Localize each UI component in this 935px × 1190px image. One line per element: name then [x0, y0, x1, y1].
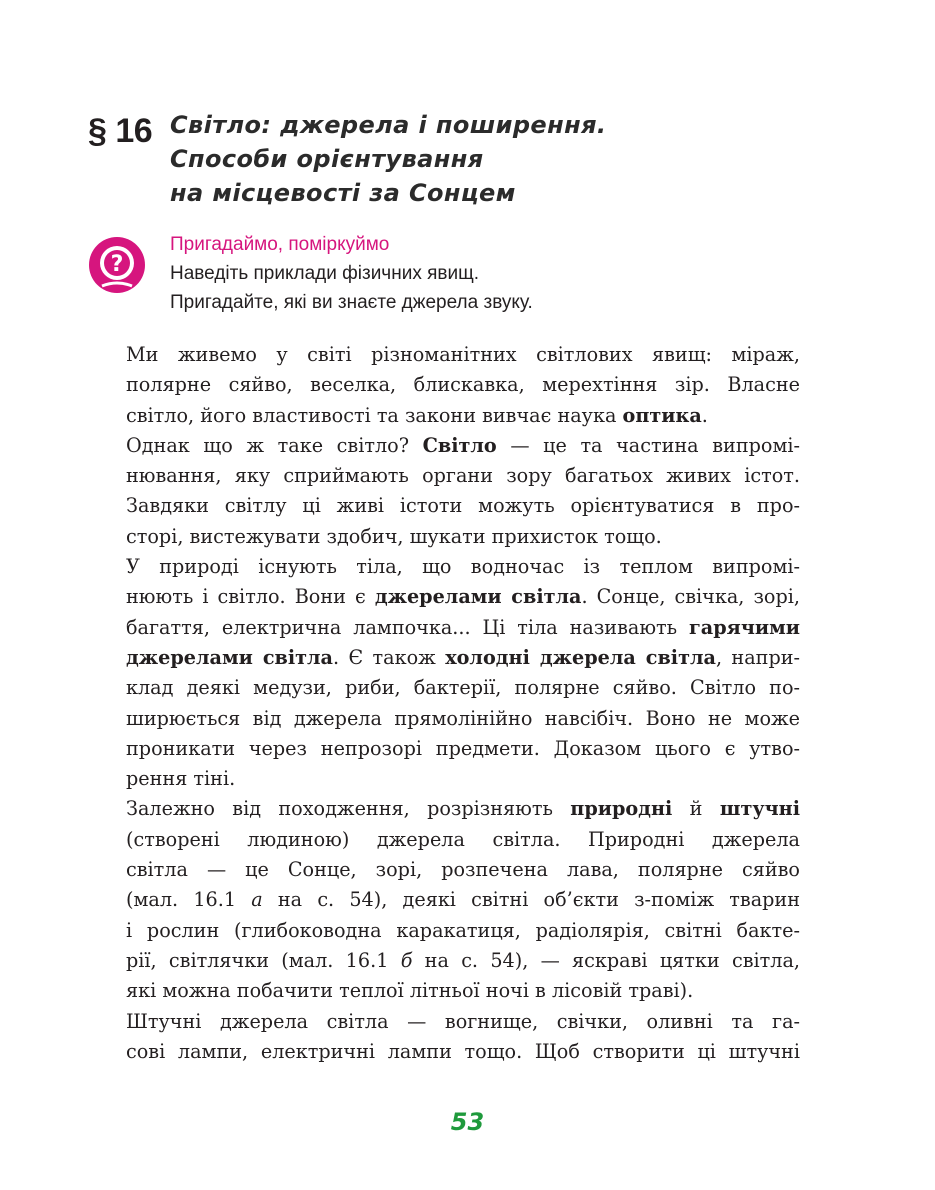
text-run: . Сонце, свічка, зорі,: [581, 585, 800, 609]
paragraph: [88, 794, 800, 1006]
paragraph: [88, 431, 800, 552]
text-run: . Є також: [332, 645, 446, 669]
text-line: [88, 825, 800, 855]
bold-term: Світло: [422, 433, 497, 457]
text-run: нювання, яку сприймають органи зору багатьох живих істот.: [126, 464, 800, 488]
bold-term: гарячими: [689, 615, 800, 639]
text-run: сторі, вистежувати здобич, шукати прихисток тощо.: [126, 524, 662, 548]
text-run: (мал. 16.1: [126, 888, 252, 912]
svg-text:?: ?: [110, 252, 124, 277]
paragraph: [88, 552, 800, 794]
text-line: [88, 522, 800, 552]
text-run: світло, його властивості та закони вивчає наука: [126, 403, 623, 427]
bold-term: штучні: [719, 797, 800, 821]
section-title-line: Способи орієнтування: [170, 145, 484, 173]
bold-term: джерелами світла: [126, 645, 333, 669]
section-title: [170, 108, 830, 210]
text-run: нюють і світло. Вони є: [126, 585, 375, 609]
question-icon: [88, 236, 146, 294]
text-run: У природі існують тіла, що водночас із теплом випромі-: [126, 555, 800, 579]
text-line: [88, 461, 800, 491]
italic-label: б: [400, 948, 413, 972]
text-run: Ми живемо у світі різноманітних світлових явищ: міраж,: [126, 343, 800, 366]
text-line: [88, 370, 800, 400]
italic-label: а: [251, 888, 263, 912]
text-run: .: [701, 403, 708, 427]
text-line: [88, 855, 800, 885]
recall-text: [170, 230, 533, 317]
text-run: сові лампи, електричні лампи тощо. Щоб створити ці штучні: [126, 1039, 800, 1063]
paragraph: [88, 340, 800, 431]
text-line: [88, 794, 800, 824]
text-line: [88, 734, 800, 764]
text-line: [88, 916, 800, 946]
section-title-line: Світло: джерела і поширення.: [170, 111, 607, 139]
text-run: клад деякі медузи, риби, бактерії, полярне сяйво. Світло по-: [126, 676, 800, 700]
text-line: [88, 704, 800, 734]
text-run: Штучні джерела світла — вогнище, свічки, оливні та га-: [126, 1009, 800, 1033]
text-run: і рослин (глибоководна каракатиця, радіолярія, світні бакте-: [126, 918, 800, 942]
text-run: на с. 54), — яскраві цятки світла,: [412, 948, 800, 972]
main-text: [88, 340, 800, 1067]
text-line: [88, 764, 800, 794]
text-run: світла — це Сонце, зорі, розпечена лава, полярне сяйво: [126, 858, 800, 882]
text-line: [88, 1037, 800, 1067]
text-line: [88, 431, 800, 461]
text-line: [88, 582, 800, 612]
text-run: полярне сяйво, веселка, блискавка, мерехтіння зір. Власне: [126, 373, 800, 397]
text-line: [88, 552, 800, 582]
text-line: [88, 491, 800, 521]
text-line: [88, 673, 800, 703]
text-run: рення тіні.: [126, 767, 236, 791]
bold-term: холодні джерела світла: [445, 645, 716, 669]
text-run: багаття, електрична лампочка... Ці тіла називають: [126, 615, 690, 639]
recall-box: [88, 230, 848, 320]
text-run: й: [672, 797, 720, 821]
text-run: Завдяки світлу ці живі істоти можуть орієнтуватися в про-: [126, 494, 800, 518]
text-line: [88, 976, 800, 1006]
text-run: (створені людиною) джерела світла. Природні джерела: [126, 827, 800, 851]
recall-question: Наведіть приклади фізичних явищ.: [170, 263, 480, 284]
text-line: [88, 613, 800, 643]
recall-question: Пригадайте, які ви знаєте джерела звуку.: [170, 292, 533, 313]
text-run: , напри-: [715, 645, 800, 669]
section-title-line: на місцевості за Сонцем: [170, 179, 516, 207]
section-number: § 16: [88, 112, 153, 150]
text-line: [88, 340, 800, 370]
text-run: — це та частина випромі-: [496, 433, 800, 457]
text-line: [88, 643, 800, 673]
text-run: які можна побачити теплої літньої ночі в лісовій траві).: [126, 979, 694, 1003]
text-line: [88, 401, 800, 431]
text-run: на с. 54), деякі світні об’єкти з-поміж тварин: [262, 888, 800, 912]
bold-term: джерелами світла: [374, 585, 582, 609]
text-line: [88, 946, 800, 976]
text-run: проникати через непрозорі предмети. Доказом цього є утво-: [126, 736, 800, 760]
page-number: 53: [450, 1108, 485, 1136]
paragraph: [88, 1007, 800, 1068]
text-run: Залежно від походження, розрізняють: [126, 797, 571, 821]
text-run: рії, світлячки (мал. 16.1: [126, 948, 401, 972]
text-run: ширюється від джерела прямолінійно навсібіч. Воно не може: [126, 706, 800, 730]
text-run: Однак що ж таке світло?: [126, 433, 423, 457]
text-line: [88, 1007, 800, 1037]
text-line: [88, 885, 800, 915]
bold-term: оптика: [622, 403, 702, 427]
bold-term: природні: [570, 797, 673, 821]
recall-heading: Пригадаймо, поміркуймо: [170, 234, 390, 255]
